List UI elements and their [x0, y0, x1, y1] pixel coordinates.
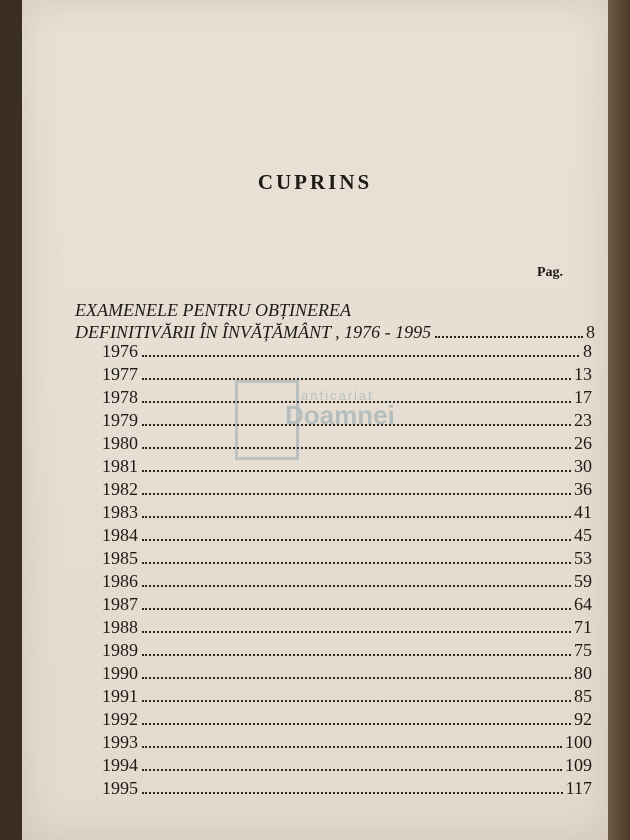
toc-entry-page: 64 [574, 594, 592, 614]
toc-entry-year: 1995 [102, 778, 138, 798]
toc-entry-page: 59 [574, 571, 592, 591]
toc-entry-year: 1979 [102, 410, 138, 430]
dot-leader [142, 631, 571, 633]
toc-entry-page: 109 [565, 755, 592, 775]
dot-leader [142, 746, 562, 748]
heading-line-1: EXAMENELE PENTRU OBȚINEREA [75, 300, 351, 320]
toc-entry-year: 1977 [102, 364, 138, 384]
toc-section-heading [75, 299, 595, 343]
toc-entry-page: 36 [574, 479, 592, 499]
toc-entry-year: 1981 [102, 456, 138, 476]
toc-entry-year: 1978 [102, 387, 138, 407]
toc-entry-year: 1990 [102, 663, 138, 683]
dot-leader [142, 470, 571, 472]
toc-entry-page: 75 [574, 640, 592, 660]
toc-entry [102, 732, 592, 755]
toc-entry-year: 1991 [102, 686, 138, 706]
page-title: CUPRINS [257, 170, 373, 194]
dot-leader [142, 700, 571, 702]
dot-leader [142, 493, 571, 495]
toc-entry-year: 1985 [102, 548, 138, 568]
toc-entry-page: 117 [565, 778, 592, 798]
toc-entry [102, 617, 592, 640]
toc-entry-year: 1989 [102, 640, 138, 660]
toc-entry-year: 1983 [102, 502, 138, 522]
toc-entry [102, 778, 592, 801]
dot-leader [435, 336, 583, 338]
toc-entry-page: 53 [574, 548, 592, 568]
toc-entry [102, 479, 592, 502]
page-column-label: Pag. [537, 265, 564, 280]
toc-entry-page: 26 [574, 433, 592, 453]
toc-entry-page: 13 [574, 364, 592, 384]
dot-leader [142, 608, 571, 610]
heading-line-2: DEFINITIVĂRII ÎN ÎNVĂȚĂMÂNT , 1976 - 1995 [75, 322, 432, 342]
toc-entry-year: 1993 [102, 732, 138, 752]
toc-entry [102, 640, 592, 663]
book-page [22, 0, 608, 840]
toc-entry-year: 1987 [102, 594, 138, 614]
toc-entry-year: 1980 [102, 433, 138, 453]
heading-line-2-row [75, 321, 595, 343]
toc-entry-page: 41 [574, 502, 592, 522]
toc-entry-page: 100 [565, 732, 592, 752]
toc-entry [102, 594, 592, 617]
dot-leader [142, 355, 579, 357]
toc-entry-year: 1986 [102, 571, 138, 591]
dot-leader [142, 516, 571, 518]
watermark-big-text: Doamnei [285, 400, 395, 430]
toc-entry [102, 502, 592, 525]
dot-leader [142, 792, 563, 794]
dot-leader [142, 723, 571, 725]
toc-entry [102, 709, 592, 732]
dot-leader [142, 654, 571, 656]
toc-entry-page: 17 [574, 387, 592, 407]
toc-entry-page: 8 [583, 341, 592, 361]
dot-leader [142, 562, 571, 564]
dot-leader [142, 769, 562, 771]
dot-leader [142, 677, 571, 679]
toc-entry-year: 1988 [102, 617, 138, 637]
toc-entry [102, 755, 592, 778]
toc-entry [102, 548, 592, 571]
toc-entry-page: 80 [574, 663, 592, 683]
dot-leader [142, 539, 571, 541]
toc-entry [102, 525, 592, 548]
dot-leader [142, 585, 571, 587]
watermark-logo [235, 380, 435, 460]
toc-entry [102, 571, 592, 594]
watermark-small-text: anticariat [301, 388, 374, 403]
toc-entry-page: 23 [574, 410, 592, 430]
toc-entry-year: 1984 [102, 525, 138, 545]
toc-entry-year: 1982 [102, 479, 138, 499]
book-binding [608, 0, 630, 840]
toc-entry-page: 92 [574, 709, 592, 729]
toc-entry-year: 1994 [102, 755, 138, 775]
toc-entry-year: 1976 [102, 341, 138, 361]
toc-entry [102, 686, 592, 709]
heading-page-number: 8 [586, 322, 595, 342]
toc-entry [102, 663, 592, 686]
toc-entry-page: 71 [574, 617, 592, 637]
toc-entry-page: 85 [574, 686, 592, 706]
toc-entry-page: 45 [574, 525, 592, 545]
toc-entry [102, 341, 592, 364]
toc-entry-page: 30 [574, 456, 592, 476]
toc-entry-year: 1992 [102, 709, 138, 729]
